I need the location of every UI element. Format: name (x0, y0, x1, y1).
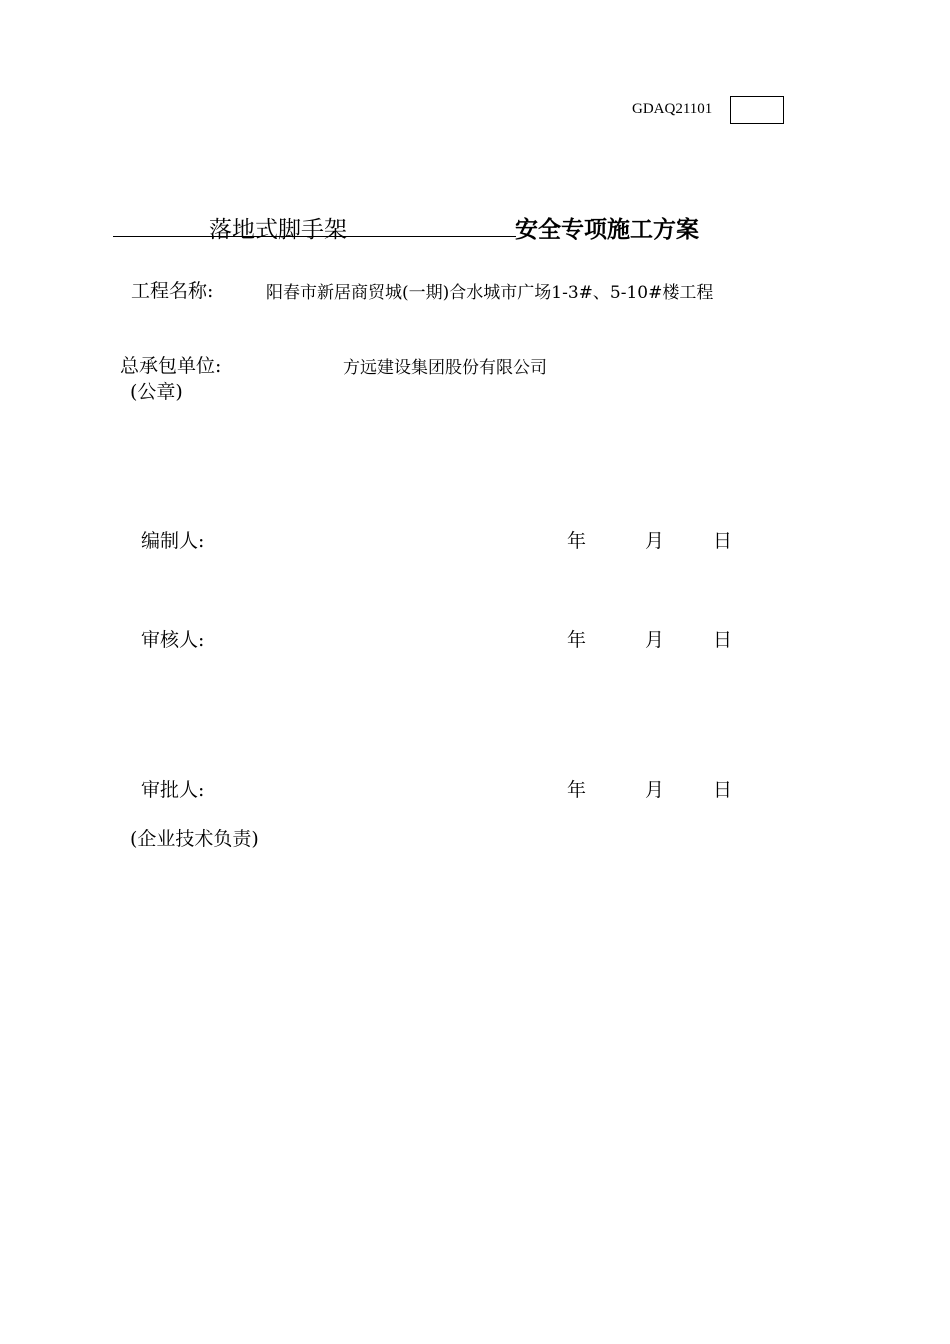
seal-note: (公章) (130, 381, 183, 403)
approver-date-year: 年 (567, 779, 587, 801)
compiler-date-month: 月 (645, 530, 665, 552)
project-name-label: 工程名称: (131, 280, 214, 302)
reviewer-date-day: 日 (713, 629, 733, 651)
compiler-date-day: 日 (713, 530, 733, 552)
form-code: GDAQ21101 (632, 101, 713, 117)
reviewer-date-month: 月 (645, 629, 665, 651)
approver-note: (企业技术负责) (130, 828, 259, 850)
compiler-date-year: 年 (567, 530, 587, 552)
scheme-type: 落地式脚手架 (209, 217, 347, 243)
reviewer-date-year: 年 (567, 629, 587, 651)
contractor-label: 总承包单位: (120, 355, 222, 377)
form-code-box (730, 96, 784, 124)
approver-date-month: 月 (645, 779, 665, 801)
contractor-value: 方远建设集团股份有限公司 (343, 358, 547, 378)
approver-date-day: 日 (713, 779, 733, 801)
reviewer-label: 审核人: (141, 629, 205, 651)
document-title: 安全专项施工方案 (515, 216, 699, 243)
project-name-value: 阳春市新居商贸城(一期)合水城市广场1-3#、5-10#楼工程 (266, 283, 714, 303)
approver-label: 审批人: (141, 779, 205, 801)
compiler-label: 编制人: (141, 530, 205, 552)
